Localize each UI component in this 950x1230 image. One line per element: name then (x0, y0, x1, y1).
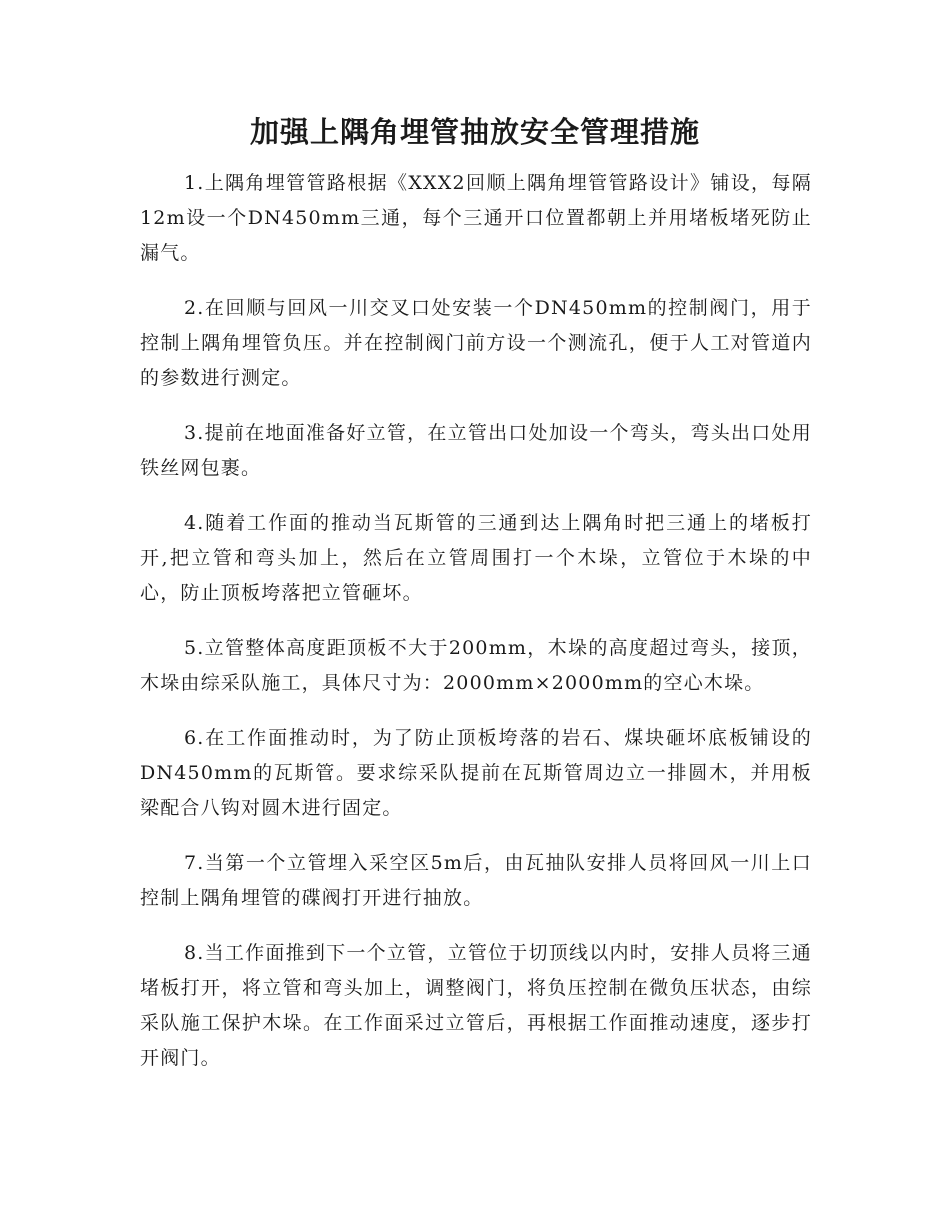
paragraph-5: 5.立管整体高度距顶板不大于200mm，木垛的高度超过弯头，接顶，木垛由综采队施工，具体尺寸为：2000mm×2000mm的空心木垛。 (140, 637, 812, 694)
paragraph-1: 1.上隅角埋管管路根据《XXX2回顺上隅角埋管管路设计》铺设，每隔12m设一个DN450mm三通，每个三通开口位置都朝上并用堵板堵死防止漏气。 (140, 172, 812, 264)
paragraph-4: 4.随着工作面的推动当瓦斯管的三通到达上隅角时把三通上的堵板打开,把立管和弯头加上，然后在立管周围打一个木垛，立管位于木垛的中心，防止顶板垮落把立管砸坏。 (140, 512, 812, 604)
paragraph-8: 8.当工作面推到下一个立管，立管位于切顶线以内时，安排人员将三通堵板打开，将立管和弯头加上，调整阀门，将负压控制在微负压状态，由综采队施工保护木垛。在工作面采过立管后，再根据工作面推动速度，逐步打开阀门。 (140, 942, 812, 1069)
paragraph-2: 2.在回顺与回风一川交叉口处安装一个DN450mm的控制阀门，用于控制上隅角埋管负压。并在控制阀门前方设一个测流孔，便于人工对管道内的参数进行测定。 (140, 297, 812, 389)
paragraph-3: 3.提前在地面准备好立管，在立管出口处加设一个弯头，弯头出口处用铁丝网包裹。 (140, 422, 812, 479)
paragraph-6: 6.在工作面推动时，为了防止顶板垮落的岩石、煤块砸坏底板铺设的DN450mm的瓦斯管。要求综采队提前在瓦斯管周边立一排圆木，并用板梁配合八钩对圆木进行固定。 (140, 727, 812, 819)
document-title: 加强上隅角埋管抽放安全管理措施 (249, 115, 700, 149)
paragraph-7: 7.当第一个立管埋入采空区5m后，由瓦抽队安排人员将回风一川上口控制上隅角埋管的碟阀打开进行抽放。 (140, 852, 812, 909)
document-body (140, 166, 812, 1096)
